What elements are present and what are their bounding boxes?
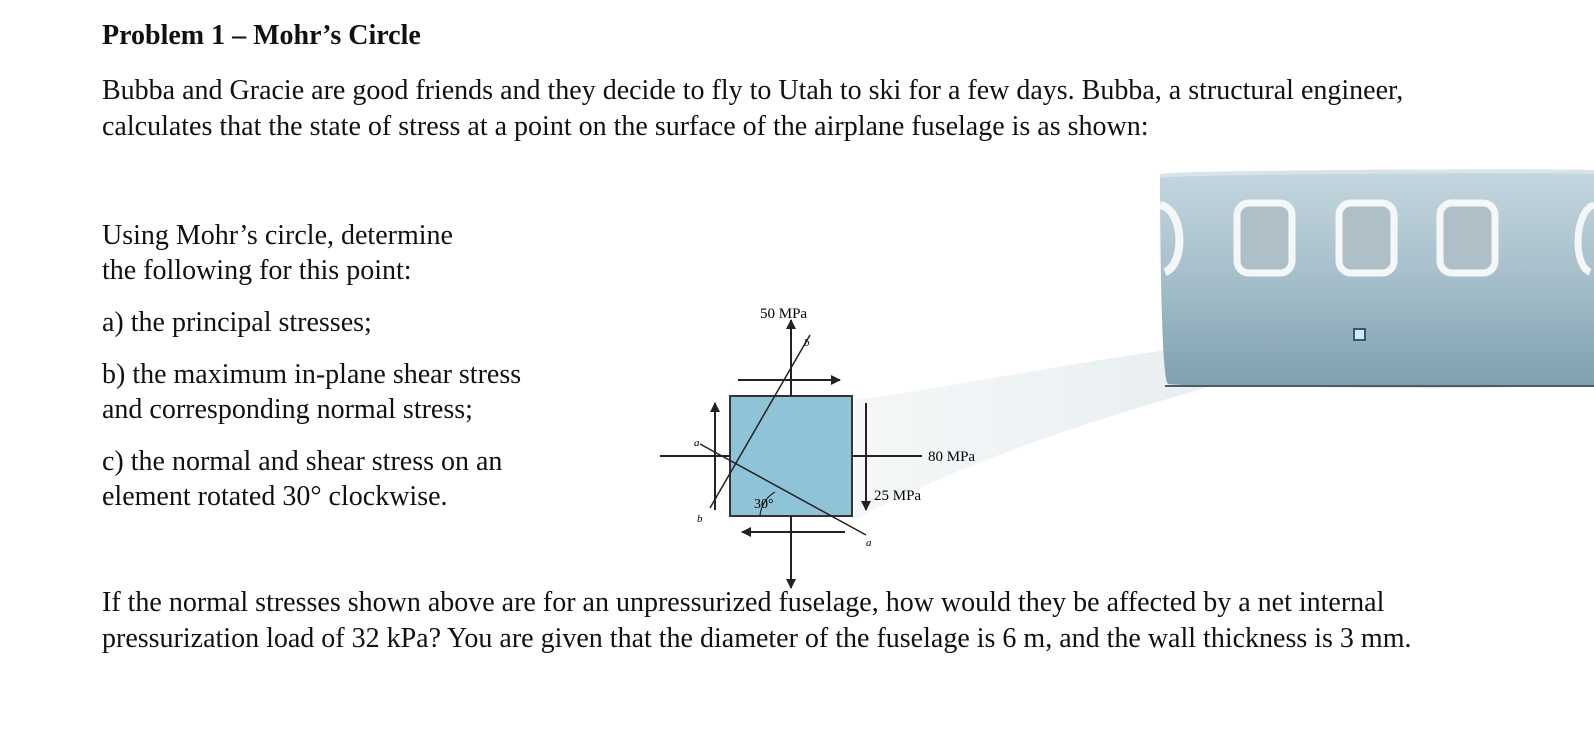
question-part-b-cont: and corresponding normal stress; (102, 394, 473, 425)
problem-title: Problem 1 – Mohr’s Circle (102, 20, 421, 51)
intro-paragraph: Bubba and Gracie are good friends and they decide to fly to Utah to ski for a few days. Bubba, a structural engineer, calculates that the state of stress at a point on the surface of the airplane fuselage is as shown: (102, 75, 1404, 142)
closing-paragraph: If the normal stresses shown above are for an unpressurized fuselage, how would they be affected by a net internal pressurization load of 32 kPa? You are given that the diameter of the fuselage is 6 m, and the wall thickness is 3 mm. (102, 587, 1412, 654)
stress-label-top: 50 MPa (760, 306, 808, 322)
question-line: the following for this point: (102, 255, 412, 286)
question-part-a: a) the principal stresses; (102, 307, 372, 338)
axis-b-label-top: b (804, 337, 810, 349)
axis-a-label-left: a (694, 437, 700, 449)
fuselage-illustration (1160, 171, 1594, 387)
question-line: Using Mohr’s circle, determine (102, 220, 453, 251)
window-icon (1440, 203, 1495, 273)
point-marker (1354, 329, 1365, 340)
stress-label-right: 80 MPa (928, 449, 976, 465)
question-part-c-cont: element rotated 30° clockwise. (102, 481, 448, 512)
axis-a-label-right: a (866, 537, 872, 549)
question-part-b: b) the maximum in-plane shear stress (102, 359, 522, 390)
axis-b-label-bottom: b (697, 513, 703, 525)
window-icon (1339, 203, 1394, 273)
angle-label: 30° (754, 497, 774, 512)
shear-stress-label: 25 MPa (874, 488, 922, 504)
question-part-c: c) the normal and shear stress on an (102, 446, 503, 477)
window-icon (1237, 203, 1292, 273)
